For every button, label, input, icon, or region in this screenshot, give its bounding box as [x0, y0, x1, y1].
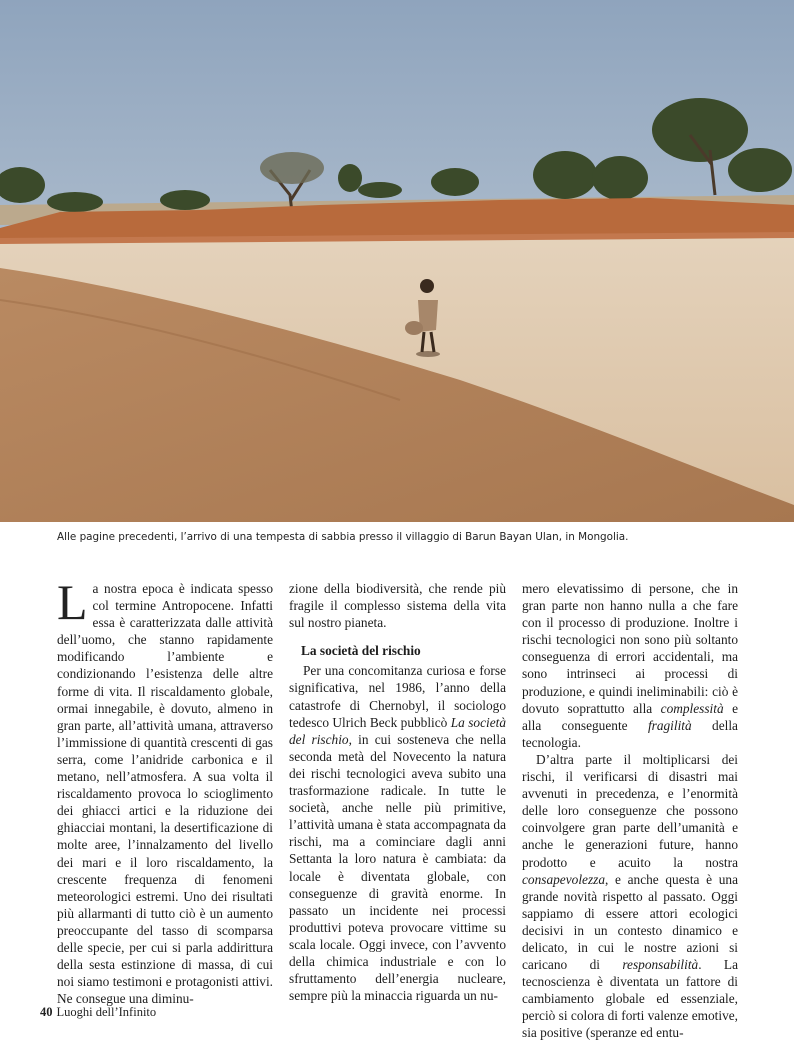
- text-column-1: [57, 574, 273, 1007]
- publication-title: Luoghi dell’Infinito: [56, 1005, 157, 1019]
- paragraph-text: a nostra epoca è indicata spesso col termine Antropocene. Infatti essa è caratterizzata dalle attività dell’uomo, che stanno rapidamente modificando l’ambiente e condizionando l’esistenza delle altre forme di vita. Il riscaldamento globale, ormai innegabile, è dovuto, almeno in gran parte, all’attività umana, attraverso l’immissione di quantità crescenti di gas serra, come l’anidride carbonica e il metano, nell’atmosfera. A sua volta il riscaldamento provoca lo scioglimento dei ghiacci artici e la riduzione dei ghiacciai montani, la desertificazione di molte aree, l’innalzamento del livello dei mari e il loro riscaldamento, la crescente frequenza di fenomeni meteorologici estremi. Uno dei risultati più allarmanti di tutto ciò è un aumento preoccupante del tasso di scomparsa delle specie, per cui si parla addirittura della sesta estinzione di massa, di cui noi siamo testimoni e protagonisti attivi. Ne consegue una diminu-: [57, 581, 273, 1007]
- book-title: La società del rischio: [289, 714, 507, 747]
- paragraph: D’altra parte il moltiplicarsi dei rischi, il verificarsi di disastri mai avvenuti in precedenza, e l’enormità delle loro conseguenze che possono coinvolgere gran parte dell’umanità e anche le generazioni future, hanno prodotto e acuito la nostra consapevolezza, e anche questa è una grande novità rispetto al passato. Oggi sappiamo di essere attori ecologici decisivi in un contesto dinamico e delicato, in cui le nostre azioni si caricano di responsabilità. La tecnoscienza è diventata un fattore di cambiamento globale ed essenziale, perciò si colora di forti valenze emotive, sia positive (speranze ed entu-: [522, 751, 739, 1041]
- paragraph: Per una concomitanza curiosa e forse significativa, nel 1986, l’anno della catastrofe di Chernobyl, il sociologo tedesco Ulrich Beck pubblicò La società del rischio, in cui sosteneva che nella seconda metà del Novecento la natura dei rischi tecnologici aveva subito una trasformazione radicale. In tutte le società, anche nelle più primitive, l’attività umana è stata accompagnata da rischi, ma a cominciare dagli anni Settanta la loro natura è cambiata: da locale è diventata globale, con conseguenze di gravità enorme. In passato un incidente nei processi produttivi poteva provocare vittime su scala locale. Oggi invece, con l’avvento della chimica industriale e con lo sfruttamento dell’energia nucleare, sempre più la minaccia riguarda un nu-: [289, 663, 507, 1004]
- section-heading: La società del rischio: [301, 643, 421, 659]
- paragraph: zione della biodiversità, che rende più fragile il complesso sistema della vita sul nostro pianeta.: [289, 581, 506, 631]
- photo-caption: Alle pagine precedenti, l’arrivo di una tempesta di sabbia presso il villaggio di Barun Bayan Ulan, in Mongolia.: [57, 531, 629, 543]
- text-column-3: [522, 580, 738, 1042]
- opening-paragraph: [57, 574, 273, 1007]
- page-footer: [40, 1005, 156, 1020]
- text-column-2: [289, 580, 506, 1004]
- drop-cap: L: [57, 574, 88, 630]
- page-number: 40: [40, 1005, 53, 1019]
- paragraph: mero elevatissimo di persone, che in gran parte non hanno nulla a che fare con il processo di produzione. Inoltre i rischi tecnologici non sono più soltanto conseguenza di errori accidentali, ma sono intrinseci ai processi di produzione, e quindi ineliminabili: ciò è dovuto soprattutto alla complessità e alla conseguente fragilità della tecnologia.: [522, 581, 738, 750]
